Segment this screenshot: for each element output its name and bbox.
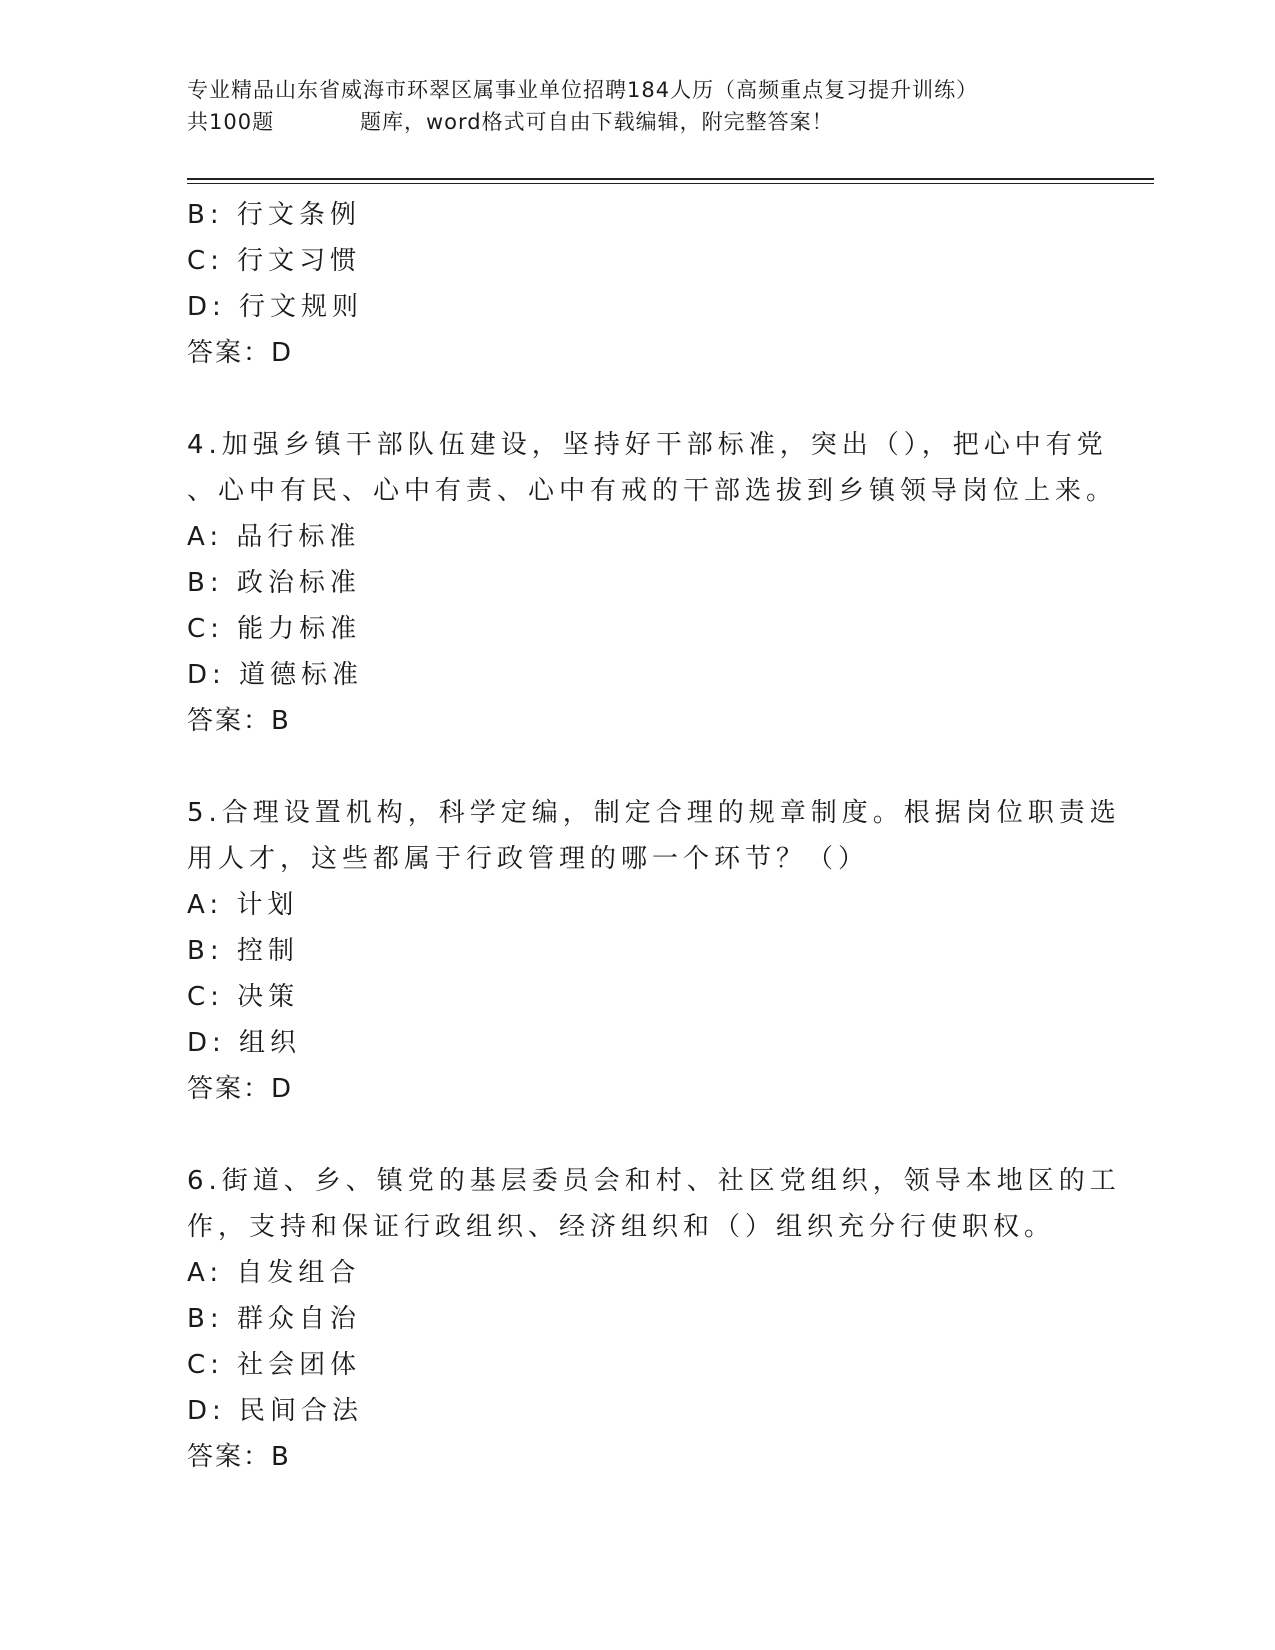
option-a: A: 计划 (187, 890, 299, 920)
question-5 (187, 790, 1121, 1112)
question-stem-line: 用人才，这些都属于行政管理的哪一个环节？（） (187, 844, 870, 874)
option-b: B: 群众自治 (187, 1304, 361, 1334)
question-stem-line: 6.街道、乡、镇党的基层委员会和村、社区党组织，领导本地区的工 (187, 1166, 1121, 1196)
spacer (187, 1112, 1087, 1158)
header-subtitle-line (187, 106, 1087, 138)
option-c: C: 能力标准 (187, 614, 362, 644)
question-stem-line: 作，支持和保证行政组织、经济组织和（）组织充分行使职权。 (187, 1212, 1056, 1242)
answer: 答案：B (187, 706, 291, 736)
option-d: D: 行文规则 (187, 292, 364, 322)
spacer (187, 744, 1087, 790)
question-4 (187, 422, 1118, 744)
option-a: A: 自发组合 (187, 1258, 361, 1288)
header-divider-thin (187, 183, 1154, 184)
answer: 答案：B (187, 1442, 291, 1472)
question-stem-line: 、心中有民、心中有责、心中有戒的干部选拔到乡镇领导岗位上来。 (187, 476, 1118, 506)
option-b: B: 政治标准 (187, 568, 361, 598)
question-list (187, 192, 1121, 1480)
option-d: D: 道德标准 (187, 660, 364, 690)
spacer (187, 376, 1087, 422)
option-c: C: 行文习惯 (187, 246, 362, 276)
answer: 答案：D (187, 1074, 294, 1104)
header-description: 题库，word格式可自由下载编辑，附完整答案！ (360, 110, 834, 134)
option-a: A: 品行标准 (187, 522, 361, 552)
header-divider-thick (187, 178, 1154, 180)
option-d: D: 民间合法 (187, 1396, 364, 1426)
header-title-line: 专业精品山东省威海市环翠区属事业单位招聘184人历（高频重点复习提升训练） (187, 78, 979, 102)
option-c: C: 社会团体 (187, 1350, 362, 1380)
document-header (187, 74, 1087, 138)
question-6 (187, 1158, 1121, 1480)
option-b: B: 控制 (187, 936, 299, 966)
question-stem-line: 4.加强乡镇干部队伍建设，坚持好干部标准，突出（），把心中有党 (187, 430, 1108, 460)
option-c: C: 决策 (187, 982, 300, 1012)
option-d: D: 组织 (187, 1028, 302, 1058)
option-b: B: 行文条例 (187, 200, 361, 230)
question-stem-line: 5.合理设置机构，科学定编，制定合理的规章制度。根据岗位职责选 (187, 798, 1121, 828)
question-count: 共100题 (187, 110, 275, 134)
answer: 答案：D (187, 338, 294, 368)
question-3-tail (187, 192, 1087, 376)
